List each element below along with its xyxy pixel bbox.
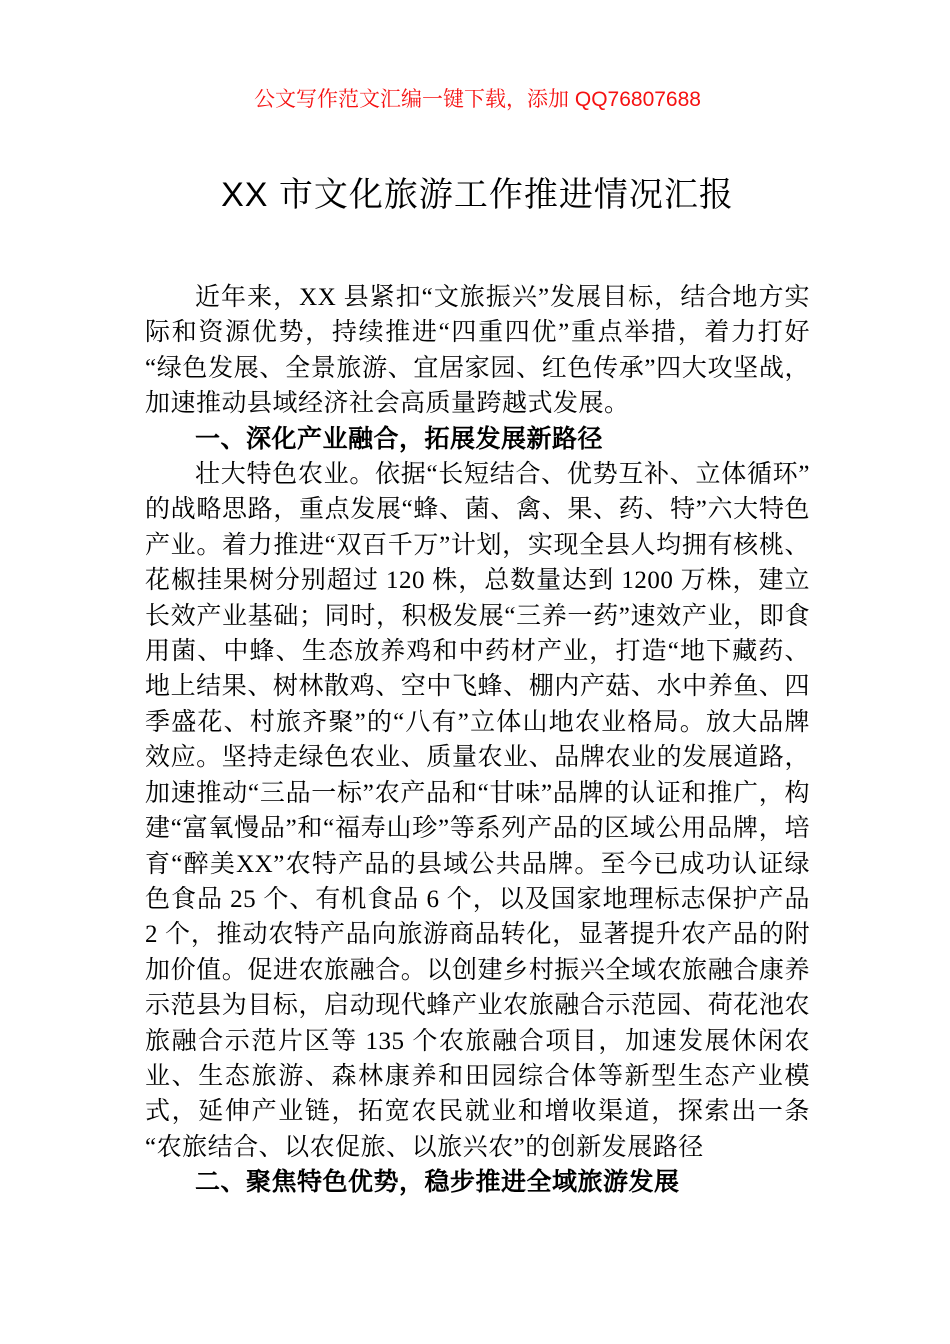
section-heading-tourism-development: 二、聚焦特色优势，稳步推进全域旅游发展 — [195, 1168, 680, 1197]
section-heading-industry-integration: 一、深化产业融合，拓展发展新路径 — [195, 424, 604, 453]
promo-banner: 公文写作范文汇编一键下载，添加 QQ76807688 — [254, 88, 701, 111]
paragraph-industry-integration-body: 壮大特色农业。依据“长短结合、优势互补、立体循环”的战略思路，重点发展“蜂、菌、禽、果、药、特”六大特色产业。着力推进“双百千万”计划，实现全县人均拥有核桃、花椒挂果树分别超过 120 株，总数量达到 1200 万株，建立长效产业基础；同时，积极发展“三养一药”速效产业，即食用菌、中蜂、生态放养鸡和中药材产业，打造“地下藏药、地上结果、树林散鸡、空中飞蜂、棚内产菇、水中养鱼、四季盛花、村旅齐聚”的“八有”立体山地农业格局。放大品牌效应。坚持走绿色农业、质量农业、品牌农业的发展道路，加速推动“三品一标”农产品和“甘味”品牌的认证和推广，构建“富氧慢品”和“福寿山珍”等系列产品的区域公用品牌，培育“醉美XX”农特产品的县域公共品牌。至今已成功认证绿色食品 25 个、有机食品 6 个，以及国家地理标志保护产品 2 个，推动农特产品向旅游商品转化，显著提升农产品的附加价值。促进农旅融合。以创建乡村振兴全域农旅融合康养示范县为目标，启动现代蜂产业农旅融合示范园、荷花池农旅融合示范片区等 135 个农旅融合项目，加速发展休闲农业、生态旅游、森林康养和田园综合体等新型生态产业模式，延伸产业链，拓宽农民就业和增收渠道，探索出一条“农旅结合、以农促旅、以旅兴农”的创新发展路径 — [145, 461, 810, 1161]
document-title: XX 市文化旅游工作推进情况汇报 — [221, 176, 734, 214]
paragraph-intro: 近年来，XX 县紧扣“文旅振兴”发展目标，结合地方实际和资源优势，持续推进“四重四优”重点举措，着力打好“绿色发展、全景旅游、宜居家园、红色传承”四大攻坚战，加速推动县域经济社会高质量跨越式发展。 — [145, 284, 810, 418]
